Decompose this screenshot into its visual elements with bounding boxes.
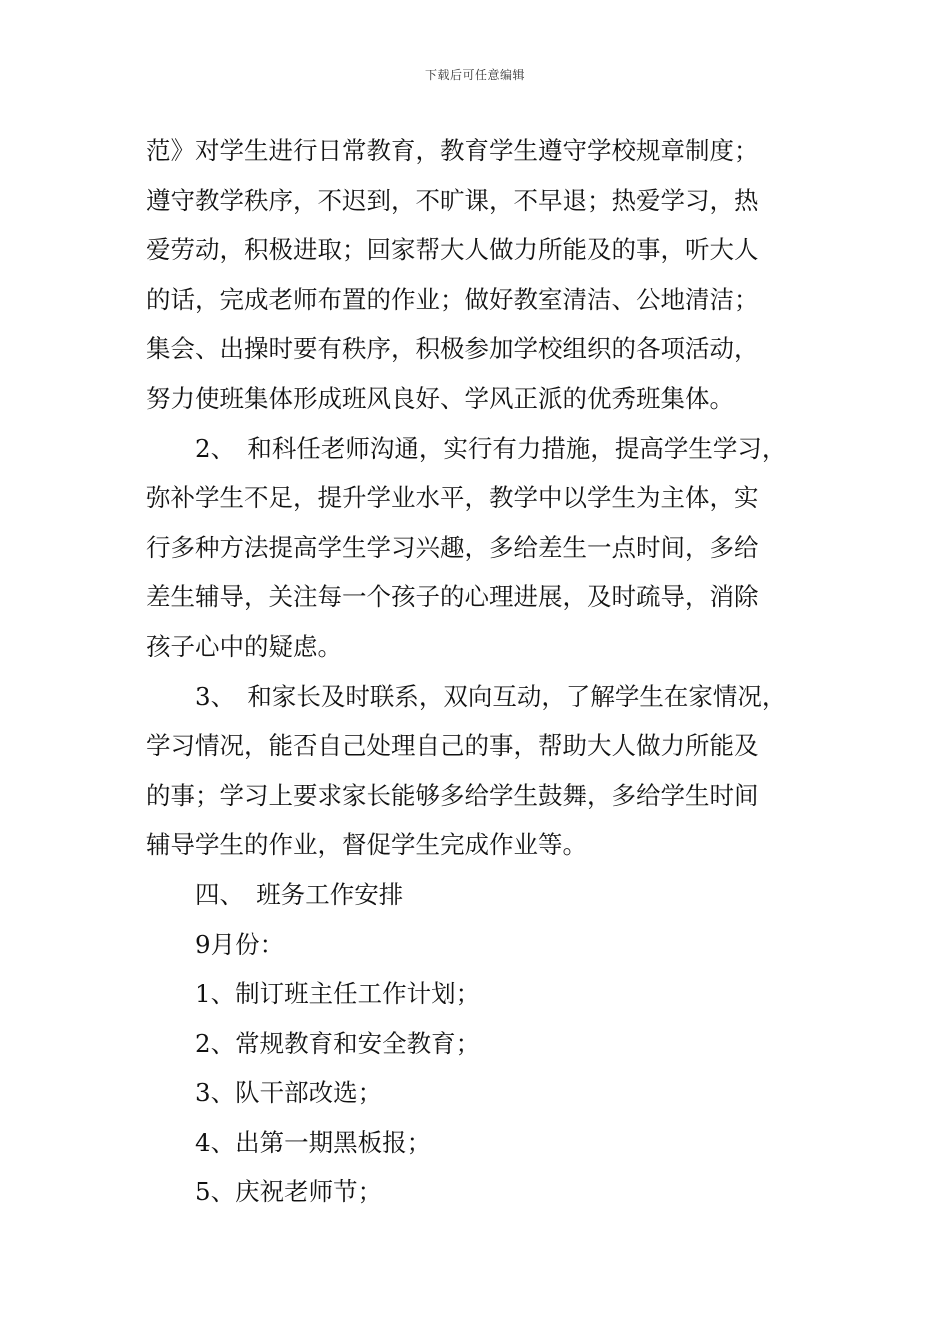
text-line: 遵守教学秩序，不迟到，不旷课，不早退；热爱学习，热 (146, 185, 759, 215)
page-header: 下载后可任意编辑 (424, 68, 525, 82)
text-line: 集会、出操时要有秩序，积极参加学校组织的各项活动， (146, 334, 759, 364)
text-line: 的事；学习上要求家长能够多给学生鼓舞，多给学生时间 (146, 780, 759, 810)
text-line: 1、制订班主任工作计划； (195, 979, 481, 1009)
text-line: 9月份： (195, 929, 285, 959)
text-line: 4、出第一期黑板报； (195, 1127, 432, 1157)
text-line: 学习情况，能否自己处理自己的事，帮助大人做力所能及 (146, 731, 759, 761)
text-line: 孩子心中的疑虑。 (146, 631, 342, 661)
text-line: 努力使班集体形成班风良好、学风正派的优秀班集体。 (146, 383, 734, 413)
text-line: 弥补学生不足，提升学业水平，教学中以学生为主体，实 (146, 483, 759, 513)
document-body (146, 126, 836, 1217)
text-line: 爱劳动，积极进取；回家帮大人做力所能及的事，听大人 (146, 235, 759, 265)
text-line: 范》对学生进行日常教育，教育学生遵守学校规章制度； (146, 136, 759, 165)
text-line: 5、庆祝老师节； (195, 1177, 383, 1207)
text-line: 3、队干部改选； (195, 1078, 383, 1108)
text-line: 2、 和科任老师沟通，实行有力措施，提高学生学习， (195, 433, 787, 463)
text-line: 四、 班务工作安排 (195, 879, 404, 909)
text-line: 辅导学生的作业，督促学生完成作业等。 (146, 830, 587, 860)
text-line: 2、常规教育和安全教育； (195, 1028, 481, 1058)
text-line: 的话，完成老师布置的作业；做好教室清洁、公地清洁； (146, 284, 759, 314)
text-line: 差生辅导，关注每一个孩子的心理进展，及时疏导，消除 (146, 582, 759, 612)
text-line: 行多种方法提高学生学习兴趣，多给差生一点时间，多给 (146, 532, 759, 562)
text-line: 3、 和家长及时联系，双向互动，了解学生在家情况， (195, 681, 787, 711)
